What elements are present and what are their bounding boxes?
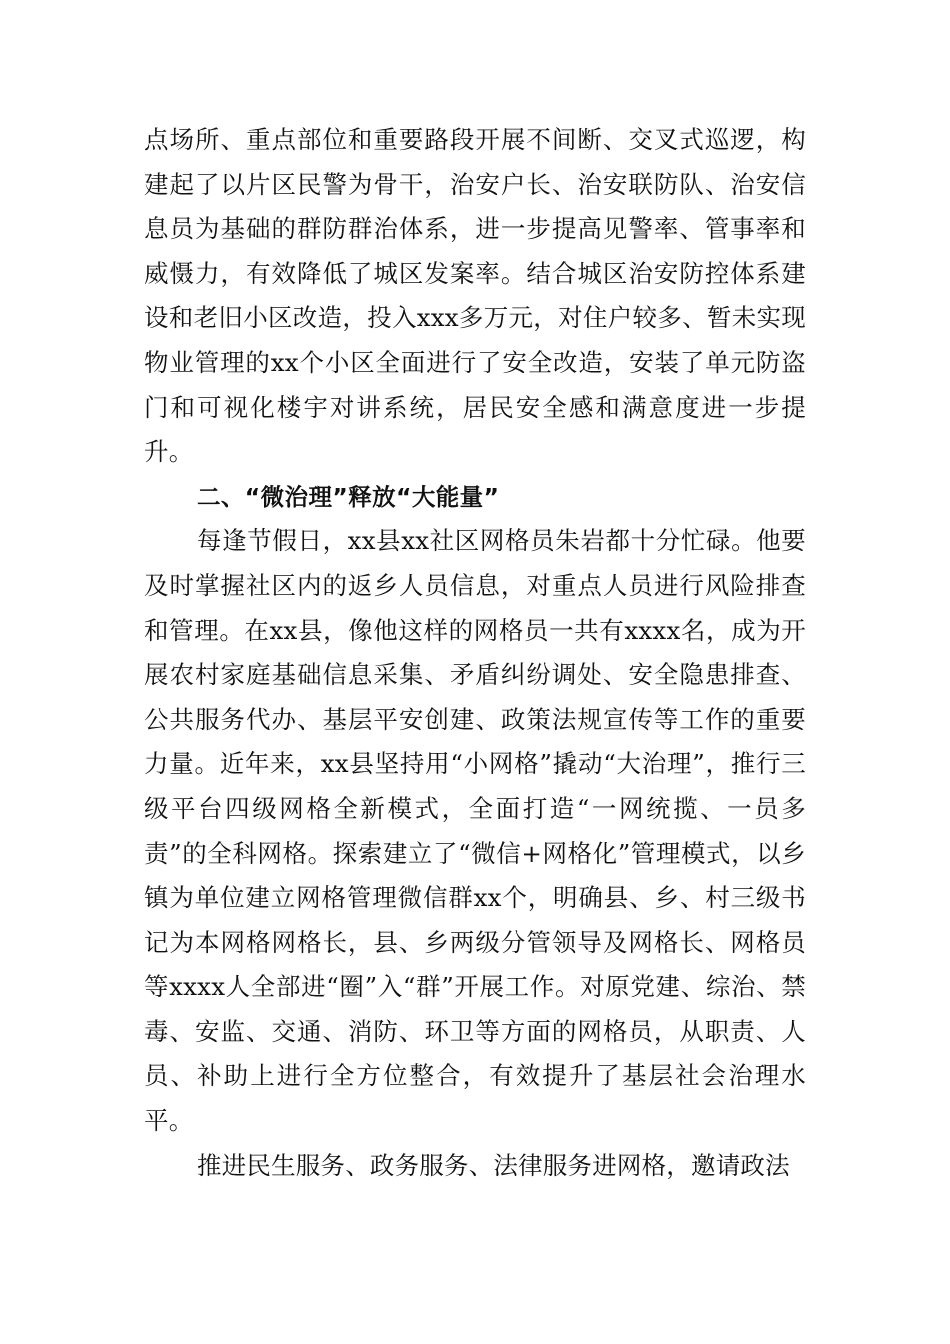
document-page [144,118,806,1188]
section-heading-2: 二、“微治理”释放“大能量” [197,482,500,511]
body-paragraph-3: 推进民生服务、政务服务、法律服务进网格，邀请政法 [197,1150,790,1180]
body-paragraph-2: 每逢节假日，xx县xx社区网格员朱岩都十分忙碌。他要及时掌握社区内的返乡人员信息，对重点人员进行风险排查和管理。在xx县，像他这样的网格员一共有xxxx名，成为开展农村家庭基础信息采集、矛盾纠纷调处、安全隐患排查、公共服务代办、基层平安创建、政策法规宣传等工作的重要力量。近年来，xx县坚持用“小网格”撬动“大治理”，推行三级平台四级网格全新模式，全面打造“一网统揽、一员多责”的全科网格。探索建立了“微信+网格化”管理模式，以乡镇为单位建立网格管理微信群xx个，明确县、乡、村三级书记为本网格网格长，县、乡两级分管领导及网格长、网格员等xxxx人全部进“圈”入“群”开展工作。对原党建、综治、禁毒、安监、交通、消防、环卫等方面的网格员，从职责、人员、补助上进行全方位整合，有效提升了基层社会治理水平。 [144,526,806,1136]
body-paragraph-1: 点场所、重点部位和重要路段开展不间断、交叉式巡逻，构建起了以片区民警为骨干，治安户长、治安联防队、治安信息员为基础的群防群治体系，进一步提高见警率、管事率和威慑力，有效降低了城区发案率。结合城区治安防控体系建设和老旧小区改造，投入xxx多万元，对住户较多、暂未实现物业管理的xx个小区全面进行了安全改造，安装了单元防盗门和可视化楼宇对讲系统，居民安全感和满意度进一步提升。 [144,125,806,467]
